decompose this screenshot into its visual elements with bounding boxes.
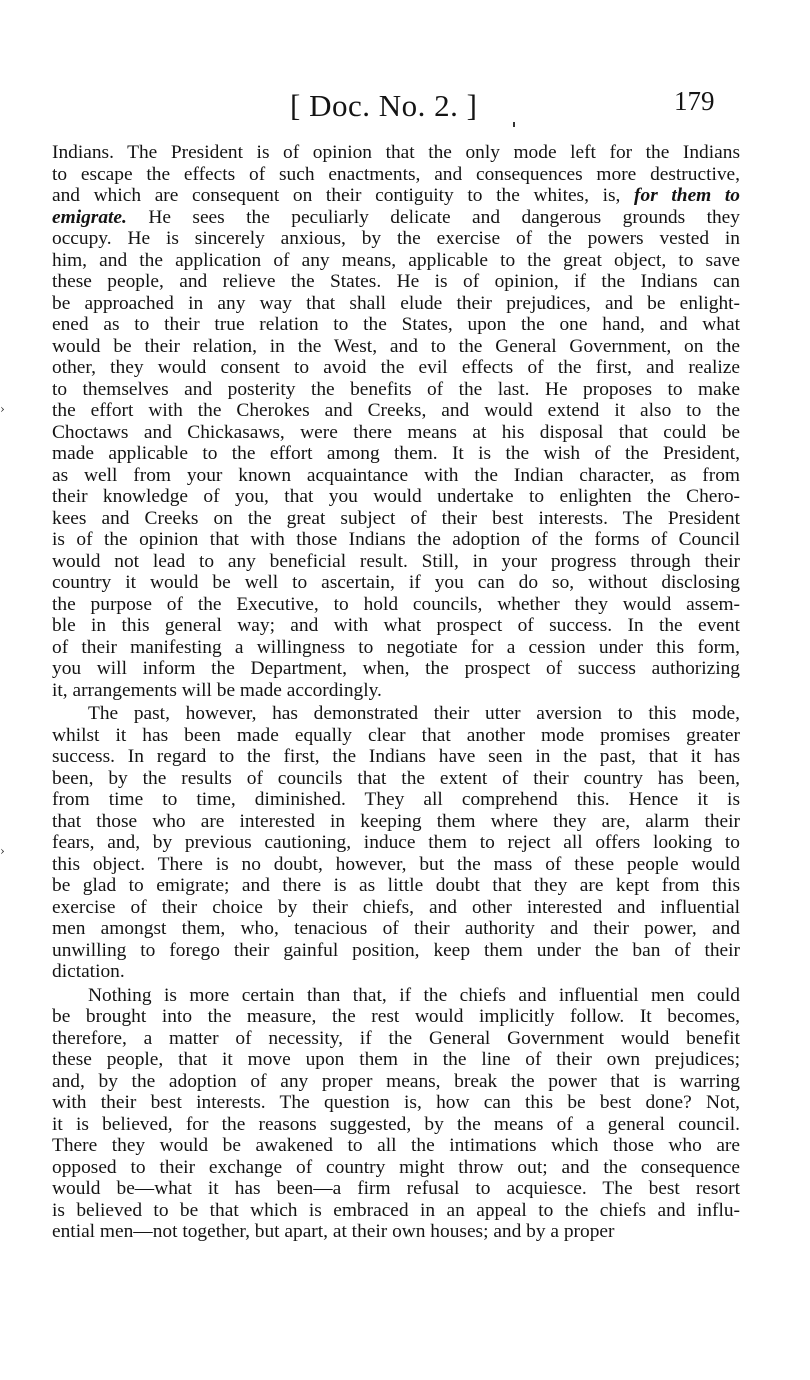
text-line: [52, 832, 740, 854]
text-line: [52, 336, 740, 358]
line-text: The past, however, has demonstrated their utter aversion to this mode,: [88, 703, 740, 724]
body-text: [52, 142, 740, 1243]
line-text: is believed to be that which is embraced in an appeal to the chiefs and influ-: [52, 1199, 740, 1221]
text-line: [52, 703, 740, 725]
line-text: be glad to emigrate; and there is as little doubt that they are kept from this: [52, 875, 740, 896]
paragraph: [52, 703, 740, 983]
text-line: [52, 379, 740, 401]
margin-mark: ›: [0, 844, 5, 858]
text-line: [52, 271, 740, 293]
line-text: therefore, a matter of necessity, if the General Government would benefit: [52, 1027, 740, 1049]
line-text: Indians. The President is of opinion that the only mode left for the Indians: [52, 142, 740, 163]
text-line: [52, 854, 740, 876]
text-line: [52, 443, 740, 465]
text-line: [52, 185, 740, 207]
line-text: unwilling to forego their gainful position, keep them under the ban of their: [52, 939, 740, 961]
line-text: Nothing is more certain than that, if the chiefs and influential men could: [88, 984, 740, 1006]
line-text: fears, and, by previous cautioning, induce them to reject all offers looking to: [52, 832, 740, 853]
text-line: [52, 357, 740, 379]
document-title: [ Doc. No. 2. ]: [290, 88, 478, 123]
text-line: [52, 551, 740, 573]
line-text: dictation.: [52, 961, 125, 982]
text-line: [52, 680, 740, 702]
text-line: [52, 1028, 740, 1050]
line-text: men amongst them, who, tenacious of their authority and their power, and: [52, 918, 740, 939]
line-text: this object. There is no doubt, however, but the mass of these people would: [52, 853, 740, 875]
line-text: of their manifesting a willingness to negotiate for a cession under this form,: [52, 636, 740, 658]
text-line: [52, 789, 740, 811]
line-text: success. In regard to the first, the Indians have seen in the past, that it has: [52, 746, 740, 767]
text-line: [52, 572, 740, 594]
text-line: [52, 1114, 740, 1136]
text-line: [52, 314, 740, 336]
line-text: the purpose of the Executive, to hold councils, whether they would assem-: [52, 593, 740, 615]
line-text: their knowledge of you, that you would undertake to enlighten the Chero-: [52, 486, 740, 507]
text-line: [52, 811, 740, 833]
text-line: [52, 164, 740, 186]
text-line: [52, 142, 740, 164]
margin-mark: ›: [0, 402, 5, 416]
text-line: [52, 897, 740, 919]
paragraph: [52, 142, 740, 701]
text-line: [52, 1092, 740, 1114]
line-text: these people, that it move upon them in the line of their own prejudices;: [52, 1049, 740, 1070]
line-text: would be—what it has been—a firm refusal to acquiesce. The best resort: [52, 1178, 740, 1199]
text-line: [52, 207, 740, 229]
line-text: would not lead to any beneficial result. Still, in your progress through their: [52, 550, 740, 572]
text-line: [52, 1157, 740, 1179]
line-text: and which are consequent on their contiguity to the whites, is,: [52, 185, 635, 206]
text-line: [52, 250, 740, 272]
text-line: [52, 422, 740, 444]
line-text: with their best interests. The question is, how can this be best done? Not,: [52, 1092, 740, 1113]
text-line: [52, 486, 740, 508]
text-line: [52, 293, 740, 315]
text-line: [52, 961, 740, 983]
text-line: [52, 746, 740, 768]
print-speck: [513, 122, 515, 127]
text-line: [52, 594, 740, 616]
text-line: [52, 1006, 740, 1028]
line-text: you will inform the Department, when, the prospect of success authorizing: [52, 658, 740, 679]
text-line: [52, 400, 740, 422]
line-text: is of the opinion that with those Indians the adoption of the forms of Council: [52, 529, 740, 550]
paragraph: [52, 985, 740, 1243]
emphasized-text: emigrate.: [52, 206, 127, 228]
text-line: [52, 1135, 740, 1157]
emphasized-text: for them to: [634, 185, 740, 206]
line-text: it is believed, for the reasons suggested, by the means of a general council.: [52, 1113, 740, 1135]
line-text: ened as to their true relation to the States, upon the one hand, and what: [52, 314, 740, 335]
line-text-continued: He sees the peculiarly delicate and dangerous grounds they: [126, 206, 740, 228]
line-text: opposed to their exchange of country might throw out; and the consequence: [52, 1156, 740, 1178]
text-line: [52, 658, 740, 680]
text-line: [52, 918, 740, 940]
line-text: made applicable to the effort among them. It is the wish of the President,: [52, 443, 740, 464]
text-line: [52, 1178, 740, 1200]
line-text: to escape the effects of such enactments, and consequences more destructive,: [52, 163, 740, 185]
line-text: and, by the adoption of any proper means, break the power that is warring: [52, 1070, 740, 1092]
line-text: ble in this general way; and with what prospect of success. In the event: [52, 615, 740, 636]
line-text: him, and the application of any means, applicable to the great object, to save: [52, 249, 740, 271]
text-line: [52, 985, 740, 1007]
text-line: [52, 875, 740, 897]
text-line: [52, 637, 740, 659]
text-line: [52, 508, 740, 530]
line-text: be brought into the measure, the rest would implicitly follow. It becomes,: [52, 1006, 740, 1027]
page-header: [0, 84, 810, 132]
text-line: [52, 768, 740, 790]
text-line: [52, 725, 740, 747]
text-line: [52, 465, 740, 487]
line-text: whilst it has been made equally clear that another mode promises greater: [52, 724, 740, 746]
line-text: Choctaws and Chickasaws, were there means at his disposal that could be: [52, 421, 740, 443]
text-line: [52, 529, 740, 551]
text-line: [52, 615, 740, 637]
text-line: [52, 1071, 740, 1093]
text-line: [52, 1200, 740, 1222]
line-text: these people, and relieve the States. He is of opinion, if the Indians can: [52, 271, 740, 292]
line-text: would be their relation, in the West, and to the General Government, on the: [52, 335, 740, 357]
line-text: ential men—not together, but apart, at their own houses; and by a proper: [52, 1221, 615, 1242]
text-line: [52, 940, 740, 962]
line-text: There they would be awakened to all the intimations which those who are: [52, 1135, 740, 1156]
text-line: [52, 1221, 740, 1243]
page-number: 179: [674, 86, 715, 116]
line-text: exercise of their choice by their chiefs, and other interested and influential: [52, 896, 740, 918]
text-line: [52, 1049, 740, 1071]
line-text: other, they would consent to avoid the evil effects of the first, and realize: [52, 357, 740, 378]
line-text: it, arrangements will be made accordingly.: [52, 679, 382, 701]
line-text: been, by the results of councils that the extent of their country has been,: [52, 767, 740, 789]
text-line: [52, 228, 740, 250]
line-text: occupy. He is sincerely anxious, by the exercise of the powers vested in: [52, 228, 740, 249]
line-text: the effort with the Cherokes and Creeks, and would extend it also to the: [52, 400, 740, 421]
line-text: that those who are interested in keeping them where they are, alarm their: [52, 810, 740, 832]
line-text: kees and Creeks on the great subject of their best interests. The President: [52, 507, 740, 529]
line-text: be approached in any way that shall elude their prejudices, and be enlight-: [52, 292, 740, 314]
line-text: as well from your known acquaintance with the Indian character, as from: [52, 464, 740, 486]
line-text: country it would be well to ascertain, if you can do so, without disclosing: [52, 572, 740, 593]
line-text: from time to time, diminished. They all comprehend this. Hence it is: [52, 789, 740, 810]
line-text: to themselves and posterity the benefits of the last. He proposes to make: [52, 378, 740, 400]
